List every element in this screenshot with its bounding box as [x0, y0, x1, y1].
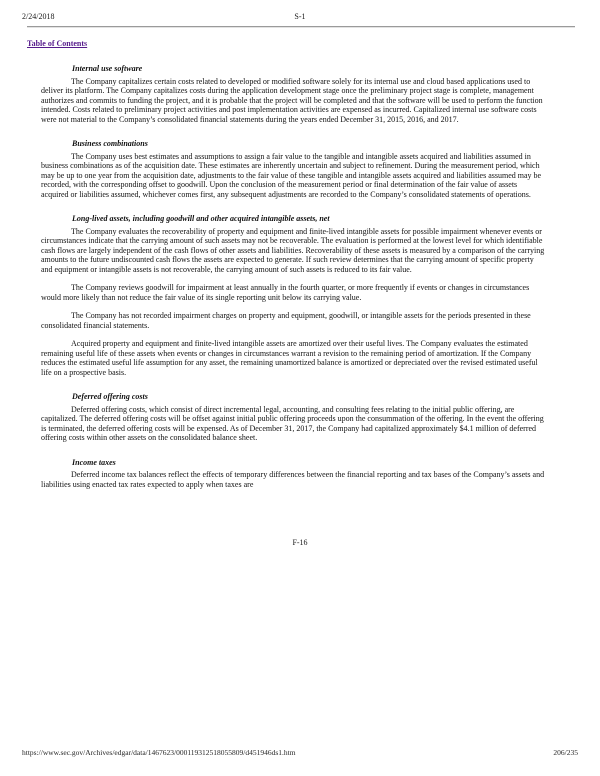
print-date: 2/24/2018: [22, 12, 55, 21]
paragraph: The Company evaluates the recoverability of property and equipment and finite-lived intangible assets for possible impairment whenever events or circumstances indicate that the carrying amount of such assets may not be recoverable. The evaluation is performed at the lowest level for which identifiable cash flows are largely independent of the cash flows of other assets and liabilities. Recoverability of these assets is measured by a comparison of the carrying amounts to the future undiscounted cash flows the assets are expected to generate. If such review determines that the carrying amount of specific property and equipment or intangible assets is not recoverable, the carrying amount of such assets is reduced to its fair value.: [41, 226, 545, 274]
paragraph: The Company reviews goodwill for impairment at least annually in the fourth quarter, or more frequently if events or changes in circumstances would more likely than not reduce the fair value of its single reporting unit below its carrying value.: [41, 283, 530, 302]
print-header: [22, 12, 578, 21]
page-number-label: F-16: [292, 538, 308, 547]
section-heading: Long-lived assets, including goodwill and other acquired intangible assets, net: [72, 214, 330, 223]
section-heading: Business combinations: [72, 139, 148, 148]
section-long-lived-assets: [41, 214, 545, 377]
print-footer: [22, 748, 578, 757]
paragraph: The Company capitalizes certain costs related to developed or modified software solely for its internal use and cloud based applications used to deliver its platform. The Company capitalizes costs during the application development stage once the preliminary project stage is complete, management authorizes and commits to funding the project, and it is probable that the project will be completed and that the software will be used to perform the function intended. Costs related to preliminary project activities and post implementation activities are expensed as incurred. Capitalized internal use software costs were not material to the Company’s consolidated financial statements during the years ended December 31, 2015, 2016, and 2017.: [41, 76, 543, 124]
document-type-label: S-1: [294, 12, 306, 21]
header-divider: [27, 26, 575, 28]
paragraph: The Company has not recorded impairment charges on property and equipment, goodwill, or intangible assets for the periods presented in these consolidated financial statements.: [41, 311, 531, 330]
section-heading: Internal use software: [72, 64, 143, 73]
section-heading: Deferred offering costs: [72, 392, 148, 401]
section-internal-use-software: [41, 64, 545, 124]
paragraph: Acquired property and equipment and finite-lived intangible assets are amortized over their useful lives. The Company evaluates the estimated remaining useful life of these assets when events or changes in circumstances warrant a revision to the remaining period of amortization. If the Company reduces the estimated useful life assumption for any asset, the remaining unamortized balance is amortized or depreciated over the revised estimated useful life on a prospective basis.: [41, 339, 538, 377]
table-of-contents-link[interactable]: Table of Contents: [27, 39, 88, 48]
paragraph: The Company uses best estimates and assumptions to assign a fair value to the tangible and intangible assets acquired and liabilities assumed in business combinations as of the acquisition date. These estimates are inherently uncertain and subject to refinement. During the measurement period, which may be up to one year from the acquisition date, adjustments to the fair value of these tangible and intangible assets acquired and liabilities assumed may be recorded, with the corresponding offset to goodwill. Upon the conclusion of the measurement period or final determination of the fair value of assets acquired or liabilities assumed, whichever comes first, any subsequent adjustments are recorded to the Company’s consolidated statements of operations.: [41, 151, 542, 199]
footer-source-url: https://www.sec.gov/Archives/edgar/data/1467623/000119312518055809/d451946ds1.htm: [22, 748, 296, 757]
section-deferred-offering-costs: [41, 392, 545, 443]
footer-page-indicator: 206/235: [553, 748, 578, 757]
paragraph: Deferred income tax balances reflect the effects of temporary differences between the financial reporting and tax bases of the Company’s assets and liabilities using enacted tax rates expected to apply when taxes are: [41, 470, 545, 489]
document-body: [41, 60, 545, 498]
paragraph: Deferred offering costs, which consist of direct incremental legal, accounting, and consulting fees relating to the initial public offering, are capitalized. The deferred offering costs will be offset against initial public offering proceeds upon the consummation of the offering. In the event the offering is terminated, the deferred offering costs will be expensed. As of December 31, 2017, the Company had capitalized approximately $4.1 million of deferred offering costs within other assets on the consolidated balance sheet.: [41, 404, 544, 442]
section-business-combinations: [41, 139, 545, 199]
section-heading: Income taxes: [72, 457, 116, 467]
section-income-taxes: [41, 458, 545, 490]
